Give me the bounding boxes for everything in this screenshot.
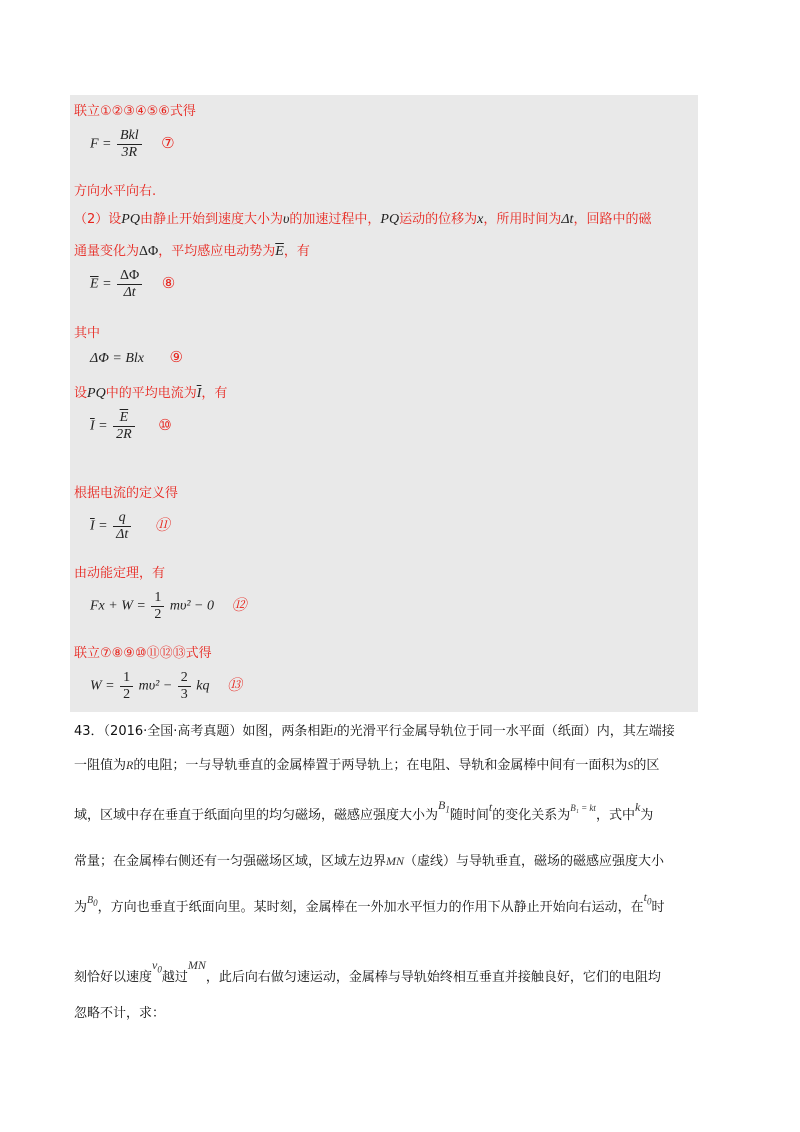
question-line-3: 域，区域中存在垂直于纸面向里的均匀磁场，磁感应强度大小为$B_1$随时间t的变化关系为$^{B_1 = kt}$，式中k为	[74, 798, 654, 823]
question-line-4: 常量；在金属棒右侧还有一匀强磁场区域，区域左边界MN（虚线）与导轨垂直，磁场的磁感应强度大小	[74, 854, 665, 869]
equation-13: W = $\frac{1}{2}$ mυ² − $\frac{2}{3}$ kq ⑬	[90, 670, 243, 702]
solution-line-1: 联立①②③④⑤⑥式得	[74, 104, 196, 119]
question-line-1: 43．（2016·全国·高考真题）如图，两条相距l的光滑平行金属导轨位于同一水平面（纸面）内，其左端接	[74, 724, 675, 739]
question-line-2: 一阻值为R的电阻；一与导轨垂直的金属棒置于两导轨上；在电阻、导轨和金属棒中间有一面积为S的区	[74, 758, 660, 773]
current-line: 设PQ中的平均电流为$\overline{I}$，有	[74, 386, 228, 401]
equation-number: ⑪	[154, 515, 170, 534]
question-line-6: 刻恰好以速度$v_0$越过MN，此后向右做匀速运动，金属棒与导轨始终相互垂直并接触良好，它们的电阻均	[74, 958, 661, 985]
combine-line: 联立⑦⑧⑨⑩⑪⑫⑬式得	[74, 646, 212, 661]
fraction: $\frac{\overline{E}}{2R}$	[113, 410, 135, 443]
equation-number: ⑬	[227, 675, 243, 694]
question-line-5: 为$^{B0}$，方向也垂直于纸面向里。某时刻，金属棒在一外加水平恒力的作用下从静止开始向右运动，在$t_0$时	[74, 890, 665, 915]
equation-11: $\overline{I}$ = $\frac{q}{\Delta t}$ ⑪	[90, 510, 170, 542]
fraction: $\frac{\Delta\Phi}{\Delta t}$	[117, 268, 142, 301]
fraction: $\frac{\text{Bkl}}{3R}$	[117, 128, 142, 161]
equation-number: ⑧	[161, 273, 176, 292]
energy-theorem-line: 由动能定理，有	[74, 566, 166, 581]
equation-7: F = $\frac{\text{Bkl}}{3R}$ ⑦	[90, 128, 175, 160]
question-line-7: 忽略不计，求：	[74, 1006, 166, 1021]
equation-9: ΔΦ = Blx ⑨	[90, 348, 183, 366]
equation-number: ⑦	[161, 133, 175, 152]
part2-line-2: 通量变化为ΔΦ，平均感应电动势为$\overline{E}$，有	[74, 244, 310, 259]
equation-10: $\overline{I}$ = $\frac{\overline{E}}{2R}$ ⑩	[90, 410, 172, 442]
fraction: $\frac{1}{2}$	[151, 590, 164, 623]
equation-12: Fx + W = $\frac{1}{2}$ mυ² − 0 ⑫	[90, 590, 247, 622]
fraction: $\frac{1}{2}$	[120, 670, 133, 703]
equation-8: $\overline{E}$ = $\frac{\Delta\Phi}{\Delta t}$ ⑧	[90, 268, 176, 300]
fraction: $\frac{q}{\Delta t}$	[113, 510, 131, 543]
definition-line: 根据电流的定义得	[74, 486, 179, 501]
part2-line-1: （2）设PQ由静止开始到速度大小为υ的加速过程中，PQ运动的位移为x，所用时间为Δt，回路中的磁	[74, 212, 652, 227]
equation-number: ⑩	[158, 415, 172, 434]
equation-number: ⑫	[231, 595, 247, 614]
qizhong-label: 其中	[74, 326, 101, 341]
equation-number: ⑨	[169, 348, 183, 366]
direction-text: 方向水平向右.	[74, 184, 157, 199]
fraction: $\frac{2}{3}$	[178, 670, 191, 703]
